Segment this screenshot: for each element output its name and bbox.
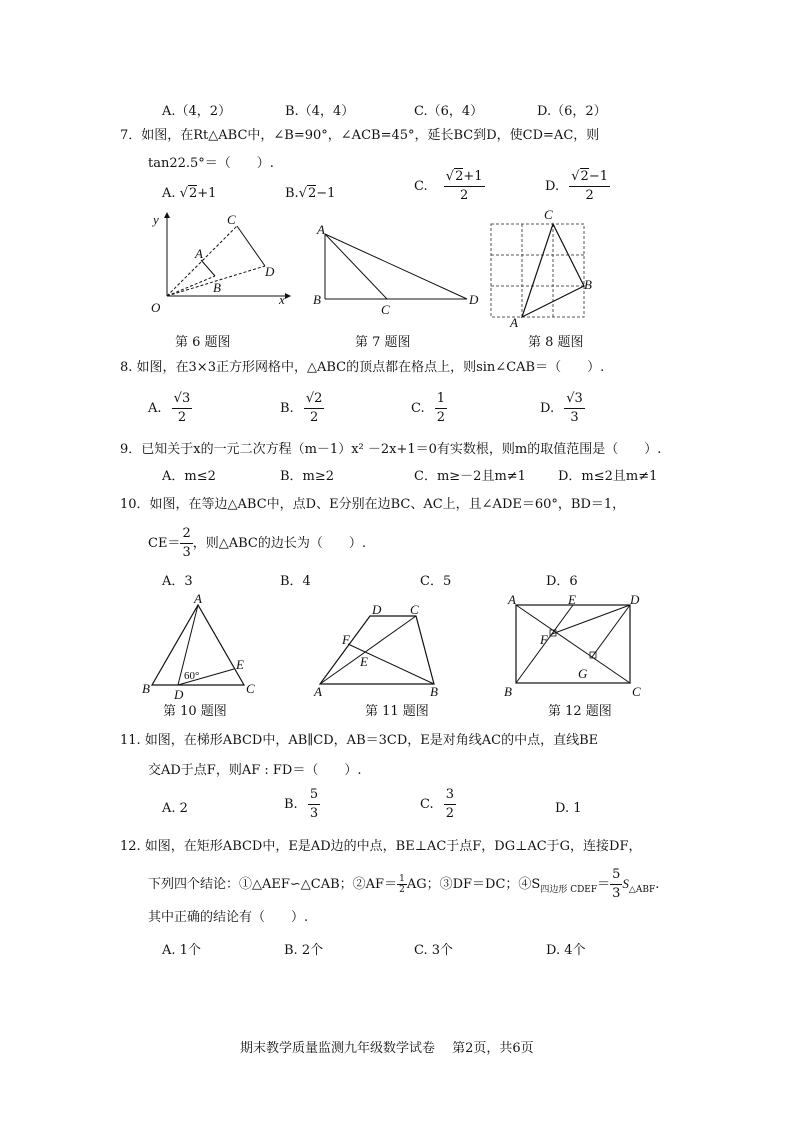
q11-stem-line1: 11. 如图，在梯形ABCD中，AB∥CD，AB＝3CD，E是对角线AC的中点，直线BE [120, 733, 599, 748]
q8-stem: 8. 如图，在3×3正方形网格中，△ABC的顶点都在格点上，则sin∠CAB＝（ ）. [120, 360, 605, 375]
q12-option-c: C. 3个 [414, 943, 454, 958]
q12-option-b: B. 2个 [284, 943, 324, 958]
fig10-label-a: A [194, 591, 202, 606]
fig8-label-a: A [510, 315, 518, 330]
fig11-label-d: D [372, 602, 382, 617]
fig11-label-a: A [314, 684, 322, 699]
fig11-label-c: C [410, 602, 419, 617]
fig12-label-f: F [540, 632, 548, 647]
fig12-label-c: C [632, 684, 641, 699]
fig10-label-e: E [236, 657, 244, 672]
q10-stem-line1: 10．如图，在等边△ABC中，点D、E分别在边BC、AC上，且∠ADE＝60°，BD＝1， [120, 497, 626, 512]
q6-option-d: D.（6，2） [537, 104, 607, 119]
q7-stem-line2: tan22.5°＝（ ）. [148, 156, 274, 171]
q7-option-c: C. $\frac{√2+1}{2}$ [414, 169, 483, 203]
figure-8 [488, 207, 598, 330]
fig8-caption: 第 8 题图 [528, 335, 584, 350]
q6-option-b: B.（4，4） [285, 104, 355, 119]
q6-option-a: A.（4，2） [162, 104, 232, 119]
q10-option-a: A．3 [162, 574, 193, 589]
q7-option-b: B.√2−1 [285, 186, 336, 201]
fig10-label-d: D [174, 687, 184, 702]
q9-option-b: B．m≥2 [280, 469, 335, 484]
q9-option-a: A．m≤2 [162, 469, 216, 484]
q11-option-a: A. 2 [162, 801, 188, 816]
q7-option-a: A. √2+1 [162, 186, 217, 201]
fig10-caption: 第 10 题图 [163, 704, 227, 719]
fig7-label-c: C [381, 302, 390, 317]
fig7-label-a: A [317, 222, 325, 237]
q8-option-d: D. $\frac{√3}{3}$ [540, 391, 583, 425]
fig10-label-b: B [142, 681, 150, 696]
q7-option-d: D. $\frac{√2-1}{2}$ [545, 169, 608, 203]
figure-6 [145, 210, 295, 320]
fig7-caption: 第 7 题图 [355, 335, 411, 350]
fig6-caption: 第 6 题图 [175, 335, 231, 350]
fig6-label-a: A [195, 246, 203, 261]
q6-option-c: C.（6，4） [414, 104, 484, 119]
fig6-label-o: O [151, 300, 161, 315]
fig6-label-d: D [265, 264, 275, 279]
q12-option-d: D. 4个 [546, 943, 586, 958]
figure-12 [502, 592, 652, 697]
fig7-label-b: B [313, 292, 321, 307]
fig12-label-g: G [578, 666, 588, 681]
fig6-label-b: B [213, 280, 221, 295]
q7-stem-line1: 7．如图，在Rt△ABC中，∠B=90°，∠ACB=45°，延长BC到D，使CD=AC，则 [120, 128, 600, 143]
fig12-label-e: E [568, 592, 576, 607]
q9-stem: 9．已知关于x的一元二次方程（m－1）x² －2x+1＝0有实数根，则m的取值范围是（ ）. [120, 442, 662, 457]
fig12-label-d: D [630, 592, 640, 607]
q10-option-d: D．6 [546, 574, 578, 589]
figure-10 [140, 591, 260, 702]
fig11-label-f: F [342, 632, 350, 647]
q10-option-c: C．5 [420, 574, 452, 589]
fig10-label-c: C [246, 681, 255, 696]
fig8-label-c: C [544, 207, 553, 222]
fig6-label-y: y [153, 212, 159, 227]
fig12-label-b: B [504, 684, 512, 699]
q12-stem-line1: 12. 如图，在矩形ABCD中，E是AD边的中点，BE⊥AC于点F，DG⊥AC于G，连接DF， [120, 839, 642, 854]
fig11-label-e: E [360, 654, 368, 669]
q8-option-b: B. $\frac{√2}{2}$ [280, 391, 323, 425]
q11-option-d: D. 1 [555, 801, 582, 816]
q11-option-b: B. $\frac{5}{3}$ [284, 787, 319, 821]
q12-stem-line2: 下列四个结论：①△AEF∽△CAB；②AF＝ $\frac{1}{2}$ AG；③DF＝DC；$④S_{四边形 CDEF}=$ $\frac{5}{3}$ $S_{\triangle ABF}$. [148, 867, 660, 901]
fig11-label-b: B [430, 684, 438, 699]
fig6-label-c: C [227, 212, 236, 227]
q10-option-b: B．4 [280, 574, 311, 589]
fig12-caption: 第 12 题图 [548, 704, 612, 719]
fig12-label-a: A [508, 592, 516, 607]
q8-option-c: C. $\frac{1}{2}$ [411, 391, 446, 425]
figure-11 [310, 598, 450, 698]
figure-7 [313, 222, 485, 317]
q8-option-a: A. $\frac{√3}{2}$ [148, 391, 191, 425]
fig6-label-x: x [279, 292, 285, 307]
q12-option-a: A. 1个 [162, 943, 201, 958]
q12-stem-line3: 其中正确的结论有（ ）. [148, 910, 309, 925]
q9-option-c: C．m≥－2且m≠1 [414, 469, 526, 484]
q11-stem-line2: 交AD于点F，则AF : FD＝（ ）. [148, 763, 362, 778]
q11-option-c: C. $\frac{3}{2}$ [420, 787, 455, 821]
fig8-label-b: B [584, 277, 592, 292]
page-footer: 期末教学质量监测九年级数学试卷 第2页，共6页 [240, 1041, 534, 1056]
q9-option-d: D．m≤2且m≠1 [558, 469, 658, 484]
fig7-label-d: D [469, 292, 479, 307]
q10-stem-line2: CE＝ $\frac{2}{3}$ ，则△ABC的边长为（ ）. [148, 526, 366, 560]
fig10-label-angle: 60° [184, 670, 200, 682]
fig11-caption: 第 11 题图 [365, 704, 429, 719]
